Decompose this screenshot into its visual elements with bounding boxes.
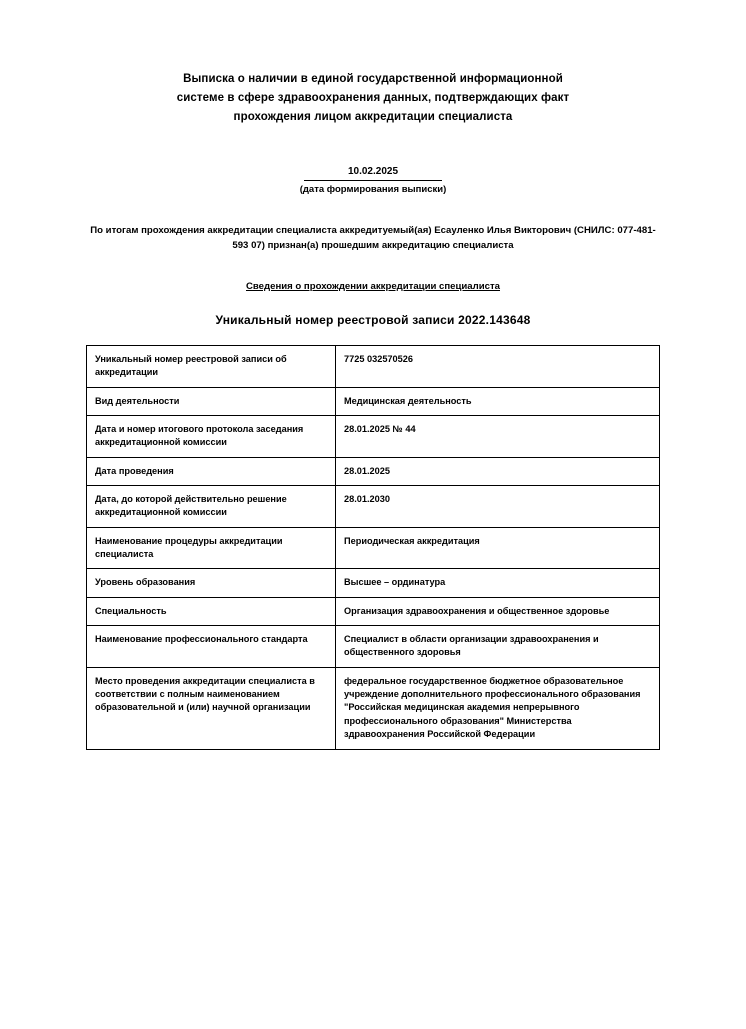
formation-date-value: 10.02.2025 [304, 166, 442, 181]
section-subtitle: Сведения о прохождении аккредитации специалиста [245, 280, 500, 292]
accreditation-details-table [86, 345, 660, 750]
table-row [87, 569, 660, 597]
page-title-line-1: Выписка о наличии в единой государственной информационной [183, 73, 563, 85]
row-value: Высшее – ординатура [336, 569, 660, 597]
table-row [87, 457, 660, 485]
table-row [87, 486, 660, 528]
table-row [87, 667, 660, 749]
row-label: Специальность [87, 597, 336, 625]
row-value: Медицинская деятельность [336, 387, 660, 415]
table-row [87, 626, 660, 668]
table-row [87, 597, 660, 625]
row-label: Дата и номер итогового протокола заседания аккредитационной комиссии [87, 416, 336, 458]
row-label: Уровень образования [87, 569, 336, 597]
accreditation-summary: По итогам прохождения аккредитации специалиста аккредитуемый(ая) Есауленко Илья Викторович (СНИЛС: 077-481-593 07) признан(а) прошедшим аккредитацию специалиста [90, 225, 656, 252]
page-title-line-2: системе в сфере здравоохранения данных, подтверждающих факт [176, 91, 570, 104]
row-label: Наименование профессионального стандарта [87, 626, 336, 668]
table-row [87, 416, 660, 458]
table-row [87, 527, 660, 569]
page-title [173, 70, 573, 127]
row-value: 7725 032570526 [336, 345, 660, 387]
formation-date-block [86, 161, 660, 196]
row-value: 28.01.2025 № 44 [336, 416, 660, 458]
table-row [87, 387, 660, 415]
row-value: Специалист в области организации здравоохранения и общественного здоровья [336, 626, 660, 668]
record-number: Уникальный номер реестровой записи 2022.143648 [215, 312, 531, 327]
table-row [87, 345, 660, 387]
row-value: Периодическая аккредитация [336, 527, 660, 569]
row-value: Организация здравоохранения и общественное здоровье [336, 597, 660, 625]
row-label: Уникальный номер реестровой записи об аккредитации [87, 345, 336, 387]
row-value: 28.01.2025 [336, 457, 660, 485]
row-label: Место проведения аккредитации специалиста в соответствии с полным наименованием образовательной и (или) научной организации [87, 667, 336, 749]
page-title-line-3: прохождения лицом аккредитации специалиста [233, 110, 513, 123]
formation-date-caption: (дата формирования выписки) [299, 183, 447, 195]
row-label: Дата, до которой действительно решение аккредитационной комиссии [87, 486, 336, 528]
row-label: Дата проведения [87, 457, 336, 485]
row-value: федеральное государственное бюджетное образовательное учреждение дополнительного профессионального образования "Российская медицинская академия непрерывного профессионального образования" Министерства здравоохранения Российской Федерации [336, 667, 660, 749]
row-value: 28.01.2030 [336, 486, 660, 528]
row-label: Вид деятельности [87, 387, 336, 415]
row-label: Наименование процедуры аккредитации специалиста [87, 527, 336, 569]
